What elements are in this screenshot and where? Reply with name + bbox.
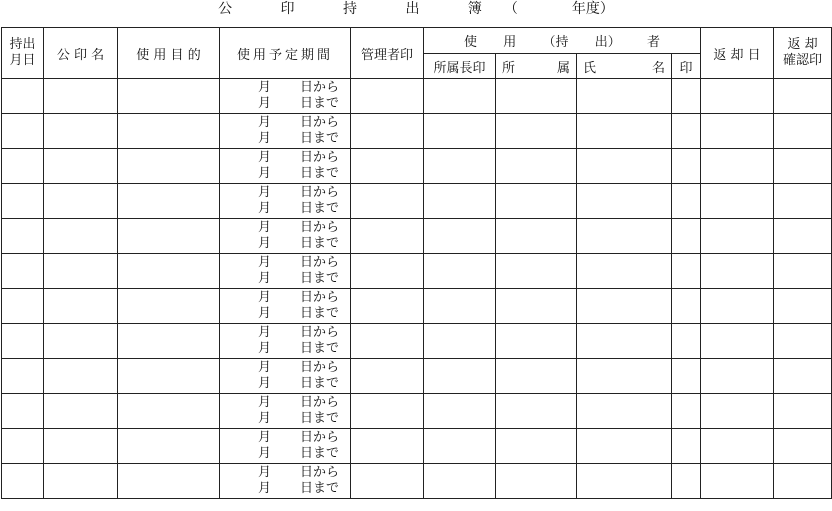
purpose-cell[interactable] (118, 394, 220, 429)
dept-cell[interactable] (496, 254, 577, 289)
period-month-label: 月 (258, 430, 272, 445)
dept-head-seal-cell[interactable] (424, 219, 496, 254)
user-group-char-3: （持 (542, 35, 569, 50)
period-month-label: 月 (258, 290, 272, 305)
seal-cell[interactable] (672, 429, 701, 464)
period-from-label: 日から (300, 465, 340, 480)
period-month-label: 月 (258, 360, 272, 375)
period-from-line (220, 325, 350, 341)
seal-cell[interactable] (672, 149, 701, 184)
dept-cell[interactable] (496, 184, 577, 219)
header-seal-name-text: 公 印 名 (56, 47, 105, 63)
period-cell (220, 464, 351, 499)
period-until-line (220, 96, 350, 112)
seal-cell[interactable] (672, 289, 701, 324)
return-date-cell[interactable] (701, 184, 774, 219)
header-dept-text (496, 57, 576, 76)
table-row (2, 464, 832, 499)
user-group-char-2: 用 (503, 35, 517, 50)
table-row (2, 289, 832, 324)
dept-cell[interactable] (496, 219, 577, 254)
taken-out-date-cell[interactable] (2, 359, 44, 394)
name-cell[interactable] (577, 79, 672, 114)
header-scheduled-period-text: 使用予定期間 (236, 47, 333, 63)
table-row (2, 359, 832, 394)
purpose-cell[interactable] (118, 219, 220, 254)
seal-name-cell[interactable] (44, 184, 118, 219)
period-cell (220, 289, 351, 324)
header-return-date-text: 返 却 日 (713, 47, 761, 63)
seal-cell[interactable] (672, 394, 701, 429)
header-taken-out-date-line2: 月日 (9, 53, 36, 68)
manager-seal-cell[interactable] (351, 429, 424, 464)
table-row (2, 219, 832, 254)
period-from-label: 日から (300, 395, 340, 410)
header-user-group-text (424, 31, 700, 50)
header-dept-head-seal (424, 54, 496, 79)
period-month-label: 月 (258, 395, 272, 410)
user-group-char-1: 使 (464, 35, 478, 50)
table-row (2, 79, 832, 114)
seal-name-cell[interactable] (44, 219, 118, 254)
seal-name-cell[interactable] (44, 289, 118, 324)
manager-seal-cell[interactable] (351, 324, 424, 359)
manager-seal-cell[interactable] (351, 79, 424, 114)
dept-cell[interactable] (496, 289, 577, 324)
period-cell (220, 429, 351, 464)
manager-seal-cell[interactable] (351, 464, 424, 499)
seal-cell[interactable] (672, 114, 701, 149)
header-taken-out-date (2, 28, 44, 79)
seal-name-cell[interactable] (44, 359, 118, 394)
header-purpose-text: 使 用 目 的 (136, 47, 201, 63)
period-from-label: 日から (300, 290, 340, 305)
taken-out-date-cell[interactable] (2, 184, 44, 219)
seal-name-cell[interactable] (44, 149, 118, 184)
period-until-line (220, 201, 350, 217)
return-confirm-cell[interactable] (774, 429, 832, 464)
period-until-line (220, 446, 350, 462)
header-user-group (424, 28, 701, 54)
header-purpose (118, 28, 220, 79)
return-date-cell[interactable] (701, 324, 774, 359)
period-month-label: 月 (258, 115, 272, 130)
period-from-line (220, 220, 350, 236)
name-cell[interactable] (577, 219, 672, 254)
return-date-cell[interactable] (701, 114, 774, 149)
dept-cell[interactable] (496, 149, 577, 184)
manager-seal-cell[interactable] (351, 219, 424, 254)
name-cell[interactable] (577, 394, 672, 429)
period-from-label: 日から (300, 255, 340, 270)
period-until-line (220, 376, 350, 392)
dept-head-seal-cell[interactable] (424, 324, 496, 359)
period-until-label: 日まで (300, 446, 340, 461)
return-date-cell[interactable] (701, 429, 774, 464)
purpose-cell[interactable] (118, 464, 220, 499)
taken-out-date-cell[interactable] (2, 219, 44, 254)
period-until-label: 日まで (300, 271, 340, 286)
seal-cell[interactable] (672, 359, 701, 394)
period-until-label: 日まで (300, 201, 340, 216)
return-confirm-cell[interactable] (774, 324, 832, 359)
title-open-paren: （ (503, 1, 518, 17)
return-date-cell[interactable] (701, 394, 774, 429)
period-cell (220, 184, 351, 219)
period-until-label: 日まで (300, 376, 340, 391)
period-from-line (220, 395, 350, 411)
dept-head-seal-cell[interactable] (424, 359, 496, 394)
table-row (2, 149, 832, 184)
header-return-confirm (774, 28, 832, 79)
dept-cell[interactable] (496, 324, 577, 359)
name-cell[interactable] (577, 184, 672, 219)
purpose-cell[interactable] (118, 79, 220, 114)
dept-head-seal-cell[interactable] (424, 254, 496, 289)
taken-out-date-cell[interactable] (2, 464, 44, 499)
table-row (2, 394, 832, 429)
return-date-cell[interactable] (701, 149, 774, 184)
period-cell (220, 114, 351, 149)
return-confirm-cell[interactable] (774, 289, 832, 324)
return-date-cell[interactable] (701, 79, 774, 114)
purpose-cell[interactable] (118, 324, 220, 359)
return-confirm-cell[interactable] (774, 254, 832, 289)
seal-name-cell[interactable] (44, 324, 118, 359)
name-cell[interactable] (577, 429, 672, 464)
seal-name-cell[interactable] (44, 429, 118, 464)
manager-seal-cell[interactable] (351, 254, 424, 289)
taken-out-date-cell[interactable] (2, 79, 44, 114)
period-cell (220, 79, 351, 114)
period-until-line (220, 341, 350, 357)
period-month-label: 月 (258, 201, 272, 216)
return-confirm-cell[interactable] (774, 184, 832, 219)
period-from-line (220, 290, 350, 306)
return-date-cell[interactable] (701, 359, 774, 394)
user-group-char-4: 出） (594, 35, 621, 50)
period-from-line (220, 115, 350, 131)
purpose-cell[interactable] (118, 114, 220, 149)
manager-seal-cell[interactable] (351, 394, 424, 429)
header-dept-head-seal-text: 所属長印 (433, 60, 486, 76)
manager-seal-cell[interactable] (351, 289, 424, 324)
period-from-label: 日から (300, 430, 340, 445)
period-from-label: 日から (300, 80, 340, 95)
return-date-cell[interactable] (701, 464, 774, 499)
user-group-char-5: 者 (647, 35, 661, 50)
dept-head-seal-cell[interactable] (424, 149, 496, 184)
dept-cell[interactable] (496, 429, 577, 464)
name-cell[interactable] (577, 149, 672, 184)
period-from-label: 日から (300, 220, 340, 235)
period-month-label: 月 (258, 271, 272, 286)
dept-head-seal-cell[interactable] (424, 429, 496, 464)
period-until-line (220, 306, 350, 322)
period-from-line (220, 255, 350, 271)
period-month-label: 月 (258, 325, 272, 340)
seal-cell[interactable] (672, 324, 701, 359)
name-cell[interactable] (577, 359, 672, 394)
period-cell (220, 254, 351, 289)
manager-seal-cell[interactable] (351, 359, 424, 394)
table-row (2, 254, 832, 289)
period-until-label: 日まで (300, 131, 340, 146)
header-name-char-1: 氏 (583, 60, 597, 76)
period-month-label: 月 (258, 185, 272, 200)
period-month-label: 月 (258, 131, 272, 146)
period-month-label: 月 (258, 255, 272, 270)
taken-out-date-cell[interactable] (2, 324, 44, 359)
seal-log-table (1, 27, 832, 499)
return-confirm-cell[interactable] (774, 359, 832, 394)
seal-name-cell[interactable] (44, 394, 118, 429)
manager-seal-cell[interactable] (351, 184, 424, 219)
ledger-body (2, 79, 832, 499)
purpose-cell[interactable] (118, 184, 220, 219)
period-month-label: 月 (258, 481, 272, 496)
dept-head-seal-cell[interactable] (424, 79, 496, 114)
header-name (577, 54, 672, 79)
header-return-confirm-line2: 確認印 (783, 53, 823, 68)
dept-head-seal-cell[interactable] (424, 114, 496, 149)
dept-cell[interactable] (496, 394, 577, 429)
period-from-line (220, 430, 350, 446)
period-cell (220, 149, 351, 184)
return-confirm-cell[interactable] (774, 394, 832, 429)
period-from-label: 日から (300, 360, 340, 375)
period-from-line (220, 185, 350, 201)
period-month-label: 月 (258, 306, 272, 321)
period-from-line (220, 150, 350, 166)
name-cell[interactable] (577, 289, 672, 324)
header-seal-name (44, 28, 118, 79)
period-until-label: 日まで (300, 96, 340, 111)
period-month-label: 月 (258, 80, 272, 95)
period-from-label: 日から (300, 325, 340, 340)
name-cell[interactable] (577, 324, 672, 359)
purpose-cell[interactable] (118, 359, 220, 394)
return-date-cell[interactable] (701, 289, 774, 324)
seal-cell[interactable] (672, 219, 701, 254)
table-row (2, 184, 832, 219)
period-from-line (220, 360, 350, 376)
return-date-cell[interactable] (701, 219, 774, 254)
dept-cell[interactable] (496, 79, 577, 114)
period-month-label: 月 (258, 166, 272, 181)
seal-name-cell[interactable] (44, 114, 118, 149)
return-confirm-cell[interactable] (774, 114, 832, 149)
seal-name-cell[interactable] (44, 79, 118, 114)
period-month-label: 月 (258, 150, 272, 165)
table-row (2, 324, 832, 359)
period-from-label: 日から (300, 115, 340, 130)
period-until-line (220, 411, 350, 427)
dept-cell[interactable] (496, 464, 577, 499)
return-date-cell[interactable] (701, 254, 774, 289)
taken-out-date-cell[interactable] (2, 394, 44, 429)
period-month-label: 月 (258, 341, 272, 356)
dept-cell[interactable] (496, 114, 577, 149)
table-row (2, 429, 832, 464)
return-confirm-cell[interactable] (774, 79, 832, 114)
dept-head-seal-cell[interactable] (424, 464, 496, 499)
dept-head-seal-cell[interactable] (424, 184, 496, 219)
header-manager-seal (351, 28, 424, 79)
seal-name-cell[interactable] (44, 254, 118, 289)
period-until-label: 日まで (300, 341, 340, 356)
header-seal-text: 印 (679, 60, 693, 76)
period-from-line (220, 80, 350, 96)
purpose-cell[interactable] (118, 289, 220, 324)
header-dept-char-1: 所 (502, 60, 516, 76)
period-cell (220, 324, 351, 359)
period-from-label: 日から (300, 150, 340, 165)
header-seal (672, 54, 701, 79)
dept-head-seal-cell[interactable] (424, 289, 496, 324)
period-month-label: 月 (258, 411, 272, 426)
taken-out-date-cell[interactable] (2, 149, 44, 184)
table-row (2, 114, 832, 149)
name-cell[interactable] (577, 114, 672, 149)
manager-seal-cell[interactable] (351, 114, 424, 149)
period-until-label: 日まで (300, 481, 340, 496)
period-month-label: 月 (258, 465, 272, 480)
title-main: 公 印 持 出 簿 (218, 1, 504, 17)
period-cell (220, 394, 351, 429)
period-until-line (220, 166, 350, 182)
header-scheduled-period (220, 28, 351, 79)
header-taken-out-date-line1: 持出 (9, 37, 36, 52)
dept-cell[interactable] (496, 359, 577, 394)
return-confirm-cell[interactable] (774, 149, 832, 184)
header-return-date (701, 28, 774, 79)
seal-name-cell[interactable] (44, 464, 118, 499)
document-title (0, 0, 832, 24)
header-dept-char-2: 属 (556, 60, 570, 76)
name-cell[interactable] (577, 464, 672, 499)
taken-out-date-cell[interactable] (2, 429, 44, 464)
seal-cell[interactable] (672, 79, 701, 114)
purpose-cell[interactable] (118, 149, 220, 184)
period-from-label: 日から (300, 185, 340, 200)
taken-out-date-cell[interactable] (2, 254, 44, 289)
period-until-label: 日まで (300, 306, 340, 321)
header-return-confirm-line1: 返 却 (787, 37, 818, 52)
header-manager-seal-text: 管理者印 (360, 47, 413, 63)
period-month-label: 月 (258, 376, 272, 391)
period-from-line (220, 465, 350, 481)
header-name-text (577, 57, 671, 76)
manager-seal-cell[interactable] (351, 149, 424, 184)
period-cell (220, 219, 351, 254)
name-cell[interactable] (577, 254, 672, 289)
period-month-label: 月 (258, 220, 272, 235)
period-until-line (220, 131, 350, 147)
dept-head-seal-cell[interactable] (424, 394, 496, 429)
seal-cell[interactable] (672, 254, 701, 289)
period-until-line (220, 236, 350, 252)
purpose-cell[interactable] (118, 429, 220, 464)
period-month-label: 月 (258, 236, 272, 251)
seal-cell[interactable] (672, 464, 701, 499)
period-until-label: 日まで (300, 411, 340, 426)
return-confirm-cell[interactable] (774, 464, 832, 499)
title-year-label: 年度） (571, 1, 614, 17)
period-cell (220, 359, 351, 394)
header-name-char-2: 名 (651, 60, 665, 76)
period-until-label: 日まで (300, 166, 340, 181)
header-dept (496, 54, 577, 79)
period-until-line (220, 481, 350, 497)
seal-cell[interactable] (672, 184, 701, 219)
return-confirm-cell[interactable] (774, 219, 832, 254)
period-until-line (220, 271, 350, 287)
period-month-label: 月 (258, 96, 272, 111)
period-until-label: 日まで (300, 236, 340, 251)
taken-out-date-cell[interactable] (2, 289, 44, 324)
taken-out-date-cell[interactable] (2, 114, 44, 149)
period-month-label: 月 (258, 446, 272, 461)
purpose-cell[interactable] (118, 254, 220, 289)
